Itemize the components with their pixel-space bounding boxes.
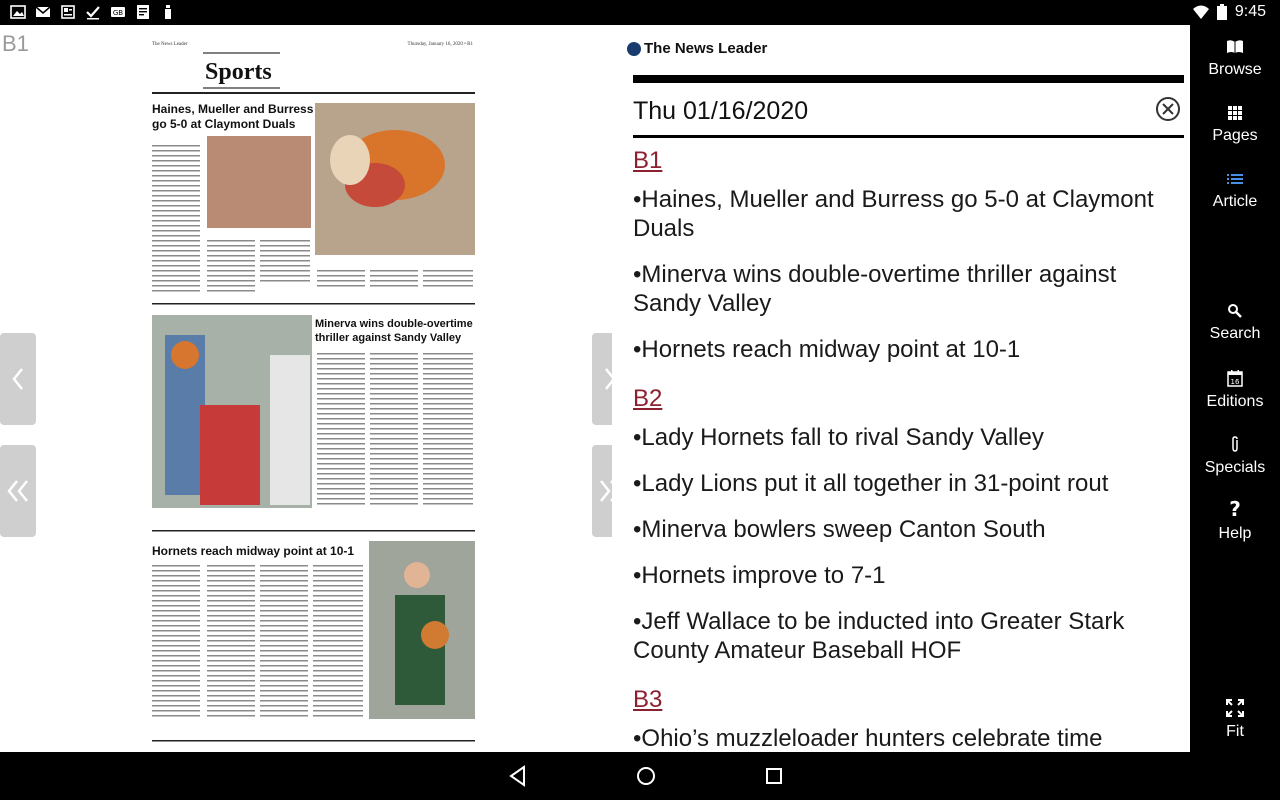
sidebar-item-article[interactable]: [1190, 171, 1280, 211]
logo-icon: [627, 42, 641, 56]
article-link[interactable]: •Hornets improve to 7-1: [633, 562, 886, 589]
header-rule: [633, 75, 1184, 83]
clock: 9:45: [1234, 3, 1266, 20]
edition-date: Thu 01/16/2020: [633, 97, 809, 125]
bottle-icon: [160, 4, 176, 20]
sidebar-item-help[interactable]: [1190, 499, 1280, 543]
thumb-story2-headline: Minerva wins double-overtime: [315, 318, 473, 330]
image-icon: [10, 4, 26, 20]
svg-text:?: ?: [1229, 499, 1241, 519]
list-icon: [1226, 171, 1244, 187]
chevron-left-icon: [11, 367, 25, 391]
thumb-section-title: Sports: [205, 59, 272, 85]
article-link[interactable]: •Minerva wins double-overtime thriller against Sandy Valley: [633, 261, 1117, 317]
sidebar-item-label: Pages: [1212, 127, 1258, 144]
system-navigation-bar: [0, 752, 1280, 800]
sidebar-item-browse[interactable]: [1190, 39, 1280, 79]
first-page-button[interactable]: [0, 445, 36, 537]
section-link-b2[interactable]: B2: [633, 385, 663, 412]
section-link-b1[interactable]: B1: [633, 147, 663, 174]
calendar-icon: [1227, 369, 1243, 387]
book-icon: [1226, 39, 1244, 55]
double-chevron-left-icon: [6, 479, 30, 503]
toc-section-b1: [633, 143, 1178, 364]
battery-icon: [1217, 4, 1227, 20]
paperclip-icon: [1230, 435, 1240, 453]
wifi-icon: [1193, 5, 1209, 19]
sidebar-item-label: Search: [1209, 325, 1261, 342]
sidebar-item-label: Specials: [1204, 459, 1266, 476]
sidebar-toolbar: [1190, 25, 1280, 752]
article-link[interactable]: •Lady Hornets fall to rival Sandy Valley: [633, 424, 1044, 451]
thumb-masthead-right: Thursday, January 16, 2020 • B1: [407, 42, 473, 47]
checkmark-icon: [85, 4, 101, 20]
thumb-story3-headline: Hornets reach midway point at 10-1: [152, 544, 355, 558]
newspaper-logo: [627, 40, 767, 57]
toc-section-b3: [633, 682, 1178, 752]
page-viewer[interactable]: [0, 25, 612, 752]
thumb-masthead-left: The News Leader: [152, 42, 188, 47]
sidebar-item-label: Fit: [1226, 723, 1244, 740]
sidebar-item-label: Browse: [1208, 61, 1262, 78]
article-panel[interactable]: [612, 25, 1190, 752]
search-icon: [1227, 303, 1243, 319]
sidebar-item-editions[interactable]: [1190, 369, 1280, 411]
recents-icon[interactable]: [762, 764, 786, 788]
sidebar-item-label: Help: [1218, 525, 1252, 542]
page-label: B1: [2, 31, 29, 56]
sidebar-item-label: Article: [1212, 193, 1258, 210]
section-link-b3[interactable]: B3: [633, 686, 663, 713]
gb-icon: [110, 4, 126, 20]
sidebar-item-fit[interactable]: [1190, 699, 1280, 741]
edition-date-row: [633, 89, 1184, 138]
back-icon[interactable]: [506, 764, 530, 788]
sidebar-item-pages[interactable]: [1190, 105, 1280, 145]
home-icon[interactable]: [634, 764, 658, 788]
help-icon: [1227, 499, 1243, 519]
article-link[interactable]: •Ohio’s muzzleloader hunters celebrate time: [633, 725, 1103, 752]
news-icon: [60, 4, 76, 20]
prev-page-button[interactable]: [0, 333, 36, 425]
status-bar: [0, 0, 1280, 25]
article-link[interactable]: •Lady Lions put it all together in 31-point rout: [633, 470, 1109, 497]
sidebar-item-label: Editions: [1206, 393, 1264, 410]
article-link[interactable]: •Hornets reach midway point at 10-1: [633, 336, 1021, 363]
svg-text:GB: GB: [112, 9, 124, 17]
notification-icons: [10, 4, 176, 20]
svg-text:thriller against Sandy Valley: thriller against Sandy Valley: [315, 332, 462, 344]
close-icon[interactable]: [1156, 97, 1180, 121]
article-link[interactable]: •Haines, Mueller and Burress go 5-0 at Claymont Duals: [633, 186, 1154, 242]
sidebar-item-specials[interactable]: [1190, 435, 1280, 477]
svg-text:16: 16: [1230, 378, 1240, 386]
table-of-contents: [633, 143, 1178, 752]
toc-section-b2: [633, 381, 1178, 665]
document-icon: [135, 4, 151, 20]
thumb-story1-headline: Haines, Mueller and Burress: [152, 102, 314, 116]
article-link[interactable]: •Minerva bowlers sweep Canton South: [633, 516, 1046, 543]
newspaper-page-thumbnail[interactable]: [145, 35, 480, 749]
mail-icon: [35, 4, 51, 20]
logo-text: The News Leader: [644, 40, 768, 57]
grid-icon: [1227, 105, 1243, 121]
svg-text:go 5-0 at Claymont Duals: go 5-0 at Claymont Duals: [152, 117, 296, 131]
fullscreen-icon: [1226, 699, 1244, 717]
article-link[interactable]: •Jeff Wallace to be inducted into Greater Stark County Amateur Baseball HOF: [633, 608, 1125, 664]
sidebar-item-search[interactable]: [1190, 303, 1280, 343]
